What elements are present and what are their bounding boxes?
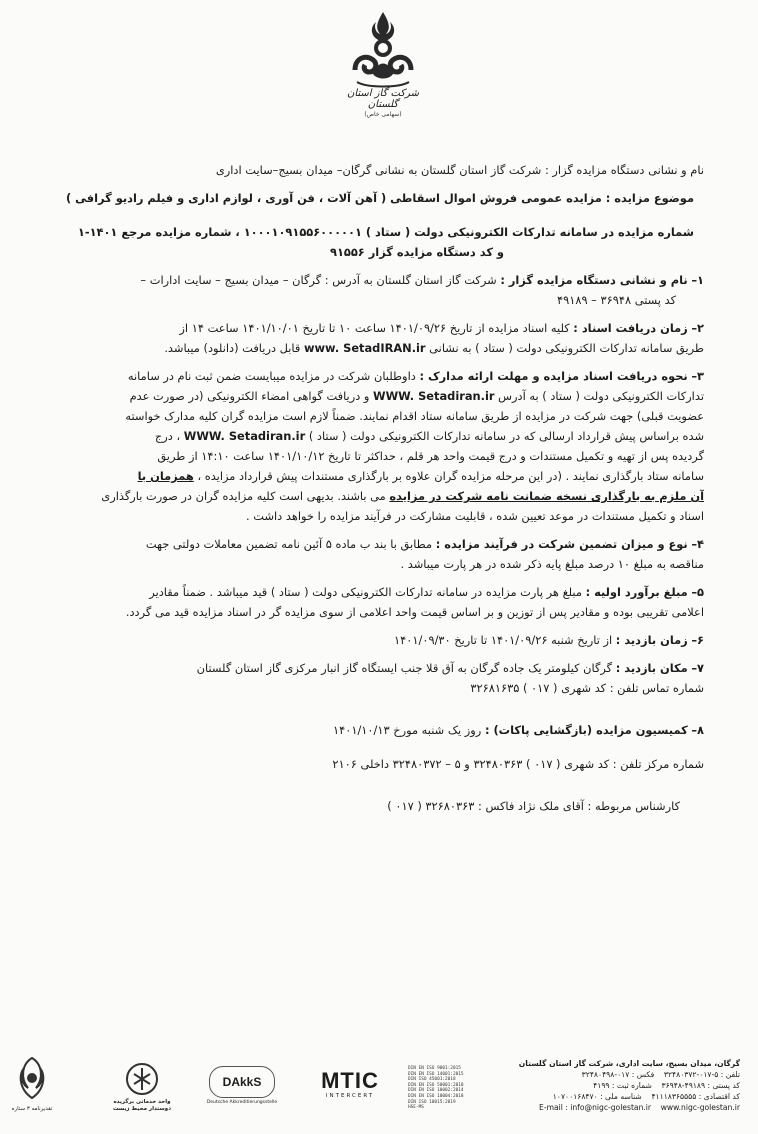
footer-line-5 <box>478 1102 740 1113</box>
section-2-title: زمان دریافت اسناد : <box>573 321 688 335</box>
section-6-number: ۶– <box>691 633 704 647</box>
footer-postal: کد پستی : ۴۹۱۸۹-۳۶۹۴۸ <box>661 1081 740 1090</box>
section-7-number: ۷– <box>691 661 704 675</box>
environment-badge <box>108 1062 176 1113</box>
section-5-title: مبلغ برآورد اولیه : <box>585 585 688 599</box>
footer-email[interactable]: E-mail : info@nigc-golestan.ir <box>539 1103 652 1112</box>
section-8 <box>56 720 704 740</box>
iso-certificate-item: DIN EN ISO 9001:2015 <box>408 1066 461 1071</box>
dakks-badge <box>206 1066 278 1106</box>
section-3-line-4-b: ، درج <box>154 429 181 443</box>
section-6-title: زمان بازدید : <box>615 633 688 647</box>
iso-certificate-list <box>408 1066 498 1111</box>
mtic-badge <box>296 1070 404 1100</box>
subject-line: موضوع مزایده : مزایده عمومی فروش اموال اسقاطی ( آهن آلات ، فن آوری ، لوازم اداری و فیلم رادیو گرافی ) <box>65 191 694 205</box>
section-3-line-7-emphasis: آن ملزم به بارگذاری نسخه ضمانت نامه شرکت در مزایده <box>389 489 704 503</box>
footer-tel: تلفن : ۵-۰۱۷-۳۲۴۸۰۳۷۲ <box>663 1070 740 1079</box>
section-3-number: ۳– <box>691 369 704 383</box>
section-7 <box>56 658 704 678</box>
section-2 <box>56 318 704 338</box>
footer-fax: فکس : ۰۱۷-۳۲۴۸۰۴۹۸ <box>581 1070 655 1079</box>
section-3-line-2-a: تدارکات الکترونیکی دولت ( ستاد ) به آدرس <box>498 389 704 403</box>
section-1-text: شرکت گاز استان گلستان به آدرس : گرگان – میدان بسیج – سایت ادارات – <box>140 273 497 287</box>
section-2-text: کلیه اسناد مزایده از تاریخ ۱۴۰۱/۰۹/۲۶ ساعت ۱۰ تا تاریخ ۱۴۰۱/۱۰/۰۱ ساعت ۱۴ از <box>179 321 570 335</box>
setad-url-link[interactable]: www. SetadIRAN.ir <box>303 341 426 355</box>
section-3-line-4 <box>56 426 704 446</box>
footer-line-4 <box>478 1091 740 1102</box>
section-2-line-2-b: قابل دریافت (دانلود) میباشد. <box>164 341 301 355</box>
device-code-line: و کد دستگاه مزایده گزار ۹۱۵۵۶ <box>330 245 504 259</box>
section-3-line-2-b: و دریافت گواهی امضاء الکترونیکی (در صورت عدم <box>129 389 370 403</box>
iso-certificate-item: DIN EN ISO 14001:2015 <box>408 1071 464 1077</box>
dakks-logo-text: DAkkS <box>209 1066 275 1098</box>
section-4-line-2: مناقصه به مبلغ ۱۰ درصد مبلغ پایه ذکر شده در هر پارت میباشد . <box>400 557 704 571</box>
section-3-line-2 <box>56 386 704 406</box>
section-2-number: ۲– <box>691 321 704 335</box>
logo-text: شرکت گاز استان گلستان <box>346 88 420 110</box>
setad-number-line: شماره مزایده در سامانه تدارکات الکترونیکی دولت ( ستاد ) ۱۰۰۰۱۰۹۱۵۵۶۰۰۰۰۰۱ ، شماره مزایده مرجع ۱۴۰۱-۱ <box>77 225 694 239</box>
section-3 <box>56 366 704 386</box>
section-5-number: ۵– <box>691 585 704 599</box>
section-8-number: ۸– <box>691 723 704 737</box>
dakks-subtext: Deutsche Akkreditierungsstelle <box>206 1100 278 1105</box>
section-1-number: ۱– <box>691 273 704 287</box>
section-1-title: نام و نشانی دستگاه مزایده گزار : <box>500 273 688 287</box>
section-5-line-2: اعلامی تقریبی بوده و مقادیر پس از توزین و بر اساس قیمت واحد اعلامی از سوی مزایده گر در اسناد مزایده قید می گردد. <box>125 605 704 619</box>
footer-econ: کد اقتصادی : ۴۱۱۱۸۳۶۵۵۵۵ <box>651 1092 740 1101</box>
footer-national: شناسه ملی : ۱۰۷۰۰۱۶۸۴۷۰ <box>552 1092 642 1101</box>
company-logo <box>338 8 428 124</box>
section-8-text: روز یک شنبه مورخ ۱۴۰۱/۱۰/۱۳ <box>332 723 482 737</box>
three-star-badge-text: تقدیرنامه ۳ ستاره <box>11 1106 53 1112</box>
iso-certificate-item: DIN EN ISO 50001:2018 <box>408 1082 464 1088</box>
gas-flame-logo-icon <box>347 8 419 92</box>
section-4-number: ۴– <box>691 537 704 551</box>
iso-certificate-item: DIN ISO 45001:2018 <box>408 1077 456 1083</box>
iso-certificate-item: DIN ISO 10015:2019 <box>408 1099 456 1105</box>
section-7-title: مکان بازدید : <box>615 661 688 675</box>
expert-line: کارشناس مربوطه : آقای ملک نژاد فاکس : ۳۲۶۸۰۳۶۳ ( ۰۱۷ ) <box>387 799 680 813</box>
setadiran-url-link-1[interactable]: WWW. Setadiran.ir <box>373 389 495 403</box>
center-phone-line: شماره مرکز تلفن : کد شهری ( ۰۱۷ ) ۳۲۴۸۰۳۶۳ و ۵ – ۳۲۴۸۰۳۷۲ داخلی ۲۱۰۶ <box>332 757 704 771</box>
footer-contacts <box>478 1058 740 1113</box>
footer-address: گرگان، میدان بسیج، سایت اداری، شرکت گاز استان گلستان <box>518 1059 740 1068</box>
section-6-text: از تاریخ شنبه ۱۴۰۱/۰۹/۲۶ تا تاریخ ۱۴۰۱/۰۹/۳۰ <box>394 633 613 647</box>
document-body <box>56 160 704 816</box>
section-3-line-8: اسناد و تکمیل مستندات در موعد تعیین شده ، قابلیت مشارکت در فرآیند مزایده را خواهد داشت . <box>246 509 704 523</box>
section-3-line-6-a: سامانه ستاد بارگذاری نمایند . (در این مرحله مزایده گران علاوه بر بارگذاری مستندات پیش قرارداد مزایده ، <box>197 469 704 483</box>
auctioneer-line: نام و نشانی دستگاه مزایده گزار : شرکت گاز استان گلستان به نشانی گرگان– میدان بسیج–سایت اداری <box>215 163 704 177</box>
section-2-line-2 <box>56 338 704 358</box>
section-5-text: مبلغ هر پارت مزایده در سامانه تدارکات الکترونیکی دولت ( ستاد ) قید میباشد . ضمناً مقادیر <box>149 585 582 599</box>
section-3-line-5: گردیده پس از تهیه و تکمیل مستندات و درج قیمت واحد هر قلم ، حداکثر تا تاریخ ۱۴۰۱/۱۰/۱۲ ساعت ۱۴:۱۰ از طریق <box>157 449 704 463</box>
section-3-title: نحوه دریافت اسناد مزایده و مهلت ارائه مدارک : <box>419 369 688 383</box>
environment-emblem-icon <box>123 1062 161 1096</box>
section-3-line-7-b: می باشند. بدیهی است کلیه مزایده گران در صورت بارگذاری <box>101 489 386 503</box>
section-2-line-2-a: طریق سامانه تدارکات الکترونیکی دولت ( ستاد ) به نشانی <box>429 341 704 355</box>
section-3-line-6-emphasis: همزمان با <box>137 469 194 483</box>
section-3-line-7 <box>56 486 704 506</box>
footer-reg: شماره ثبت : ۴۱۹۹ <box>593 1081 652 1090</box>
footer-website[interactable]: www.nigc-golestan.ir <box>660 1103 740 1112</box>
section-4-title: نوع و میزان تضمین شرکت در فرآیند مزایده : <box>435 537 688 551</box>
environment-badge-text: واحد خدماتی برگزیده دوستدار محیط زیست <box>112 1099 172 1112</box>
section-1-line-2: کد پستی ۳۶۹۴۸ – ۴۹۱۸۹ <box>556 293 676 307</box>
section-3-line-6 <box>56 466 704 486</box>
three-star-badge <box>8 1054 56 1113</box>
section-1 <box>56 270 704 290</box>
footer <box>0 1052 758 1134</box>
iso-certificate-item: DIN EN ISO 10004:2018 <box>408 1093 464 1099</box>
section-4-text: مطابق با بند ب ماده ۵ آئین نامه تضمین معاملات دولتی جهت <box>145 537 433 551</box>
section-3-text: داوطلبان شرکت در مزایده میبایست ضمن ثبت نام در سامانه <box>127 369 416 383</box>
mtic-logo-text: MTIC <box>321 1068 379 1093</box>
setadiran-url-link-2[interactable]: WWW. Setadiran.ir <box>183 429 306 443</box>
iso-certificate-item: DIN EN ISO 10002:2014 <box>408 1088 464 1094</box>
footer-line-2 <box>478 1069 740 1080</box>
section-8-title: کمیسیون مزایده (بازگشایی پاکات) : <box>484 723 688 737</box>
section-3-line-4-a: شده براساس پیش قرارداد ارسالی که در سامانه تدارکات الکترونیکی دولت ( ستاد ) <box>308 429 704 443</box>
section-4 <box>56 534 704 554</box>
iso-certificate-item: HSE-MS <box>408 1105 424 1111</box>
section-5 <box>56 582 704 602</box>
section-6 <box>56 630 704 650</box>
section-7-text: گرگان کیلومتر یک جاده گرگان به آق قلا جنب ایستگاه گاز انبار مرکزی گاز استان گلستان <box>196 661 613 675</box>
section-3-line-3: عضویت قبلی) جهت شرکت در مزایده از طریق سامانه ستاد اقدام نمایند. ضمناً لازم است مزایده گران کلیه مدارک خواسته <box>125 409 704 423</box>
section-7-line-2: شماره تماس تلفن : کد شهری ( ۰۱۷ ) ۳۲۶۸۱۶۳۵ <box>470 681 704 695</box>
mtic-subtext: INTERCERT <box>325 1093 375 1099</box>
award-emblem-icon <box>14 1054 50 1102</box>
footer-line-3 <box>478 1080 740 1091</box>
logo-subtext: (سهامی خاص) <box>364 111 402 118</box>
